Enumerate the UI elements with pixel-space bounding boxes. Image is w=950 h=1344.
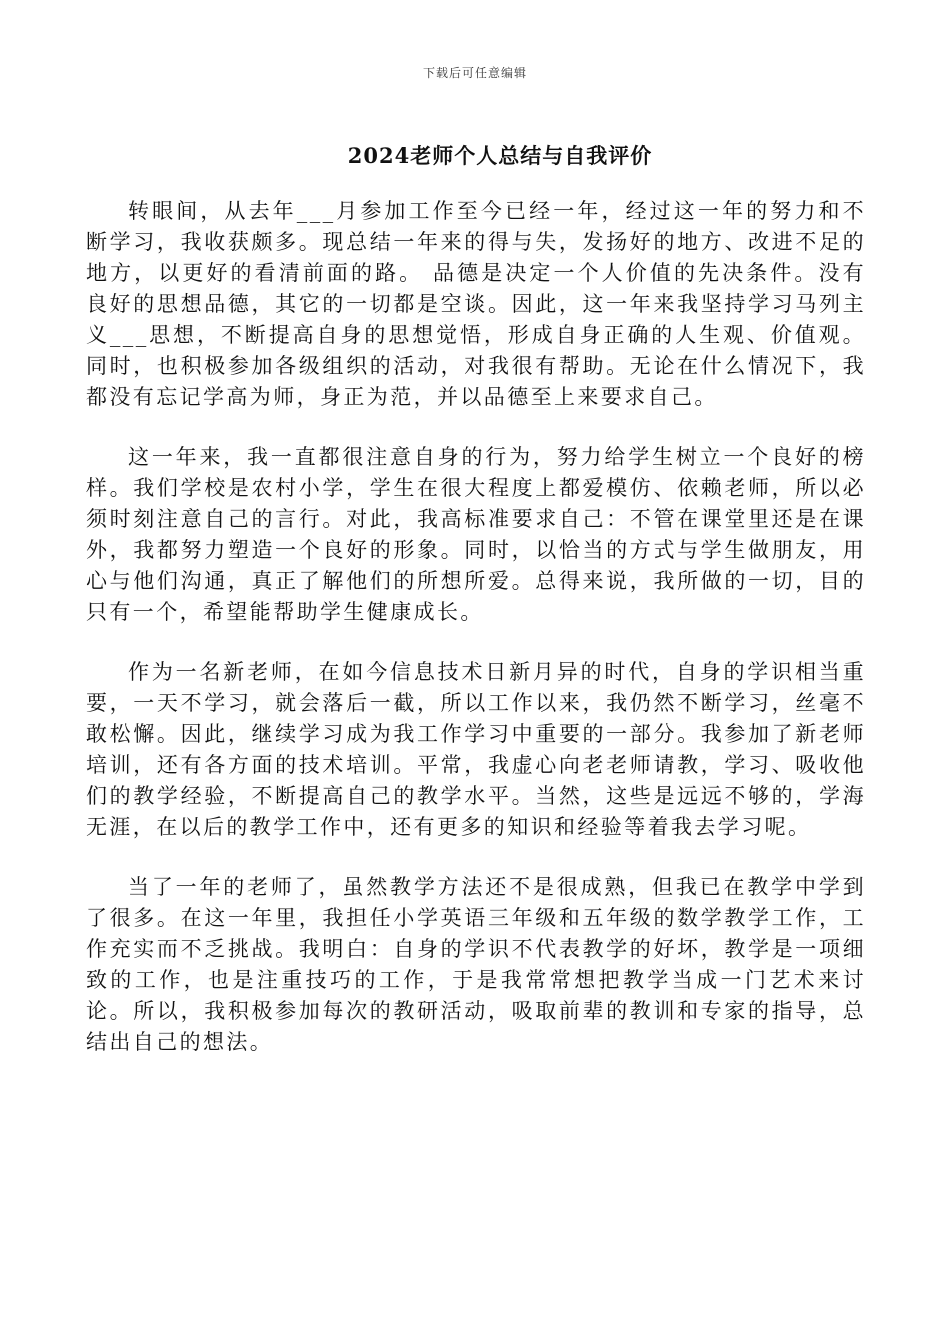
document-title: 2024老师个人总结与自我评价 (347, 143, 653, 168)
paragraph-1: 转眼间，从去年___月参加工作至今已经一年，经过这一年的努力和不断学习，我收获颇多。现总结一年来的得与失，发扬好的地方、改进不足的地方，以更好的看清前面的路。 品德是决定一个人价值的先决条件。没有良好的思想品德，其它的一切都是空谈。因此，这一年来我坚持学习马列主义___思想，不断提高自身的思想觉悟，形成自身正确的人生观、价值观。同时，也积极参加各级组织的活动，对我很有帮助。无论在什么情况下，我都没有忘记学高为师，身正为范，并以品德至上来要求自己。 (86, 199, 866, 409)
document-body (86, 196, 866, 1087)
paragraph-4: 当了一年的老师了，虽然教学方法还不是很成熟，但我已在教学中学到了很多。在这一年里，我担任小学英语三年级和五年级的数学教学工作，工作充实而不乏挑战。我明白：自身的学识不代表教学的好坏，教学是一项细致的工作，也是注重技巧的工作，于是我常常想把教学当成一门艺术来讨论。所以，我积极参加每次的教研活动，吸取前辈的教训和专家的指导，总结出自己的想法。 (86, 875, 866, 1054)
download-note: 下载后可任意编辑 (422, 66, 527, 80)
paragraph-3: 作为一名新老师，在如今信息技术日新月异的时代，自身的学识相当重要，一天不学习，就会落后一截，所以工作以来，我仍然不断学习，丝毫不敢松懈。因此，继续学习成为我工作学习中重要的一部分。我参加了新老师培训，还有各方面的技术培训。平常，我虚心向老老师请教，学习、吸收他们的教学经验，不断提高自己的教学水平。当然，这些是远远不够的，学海无涯，在以后的教学工作中，还有更多的知识和经验等着我去学习呢。 (86, 660, 866, 839)
paragraph-2: 这一年来，我一直都很注意自身的行为，努力给学生树立一个良好的榜样。我们学校是农村小学，学生在很大程度上都爱模仿、依赖老师，所以必须时刻注意自己的言行。对此，我高标准要求自己：不管在课堂里还是在课外，我都努力塑造一个良好的形象。同时，以恰当的方式与学生做朋友，用心与他们沟通，真正了解他们的所想所爱。总得来说，我所做的一切，目的只有一个，希望能帮助学生健康成长。 (86, 445, 866, 624)
